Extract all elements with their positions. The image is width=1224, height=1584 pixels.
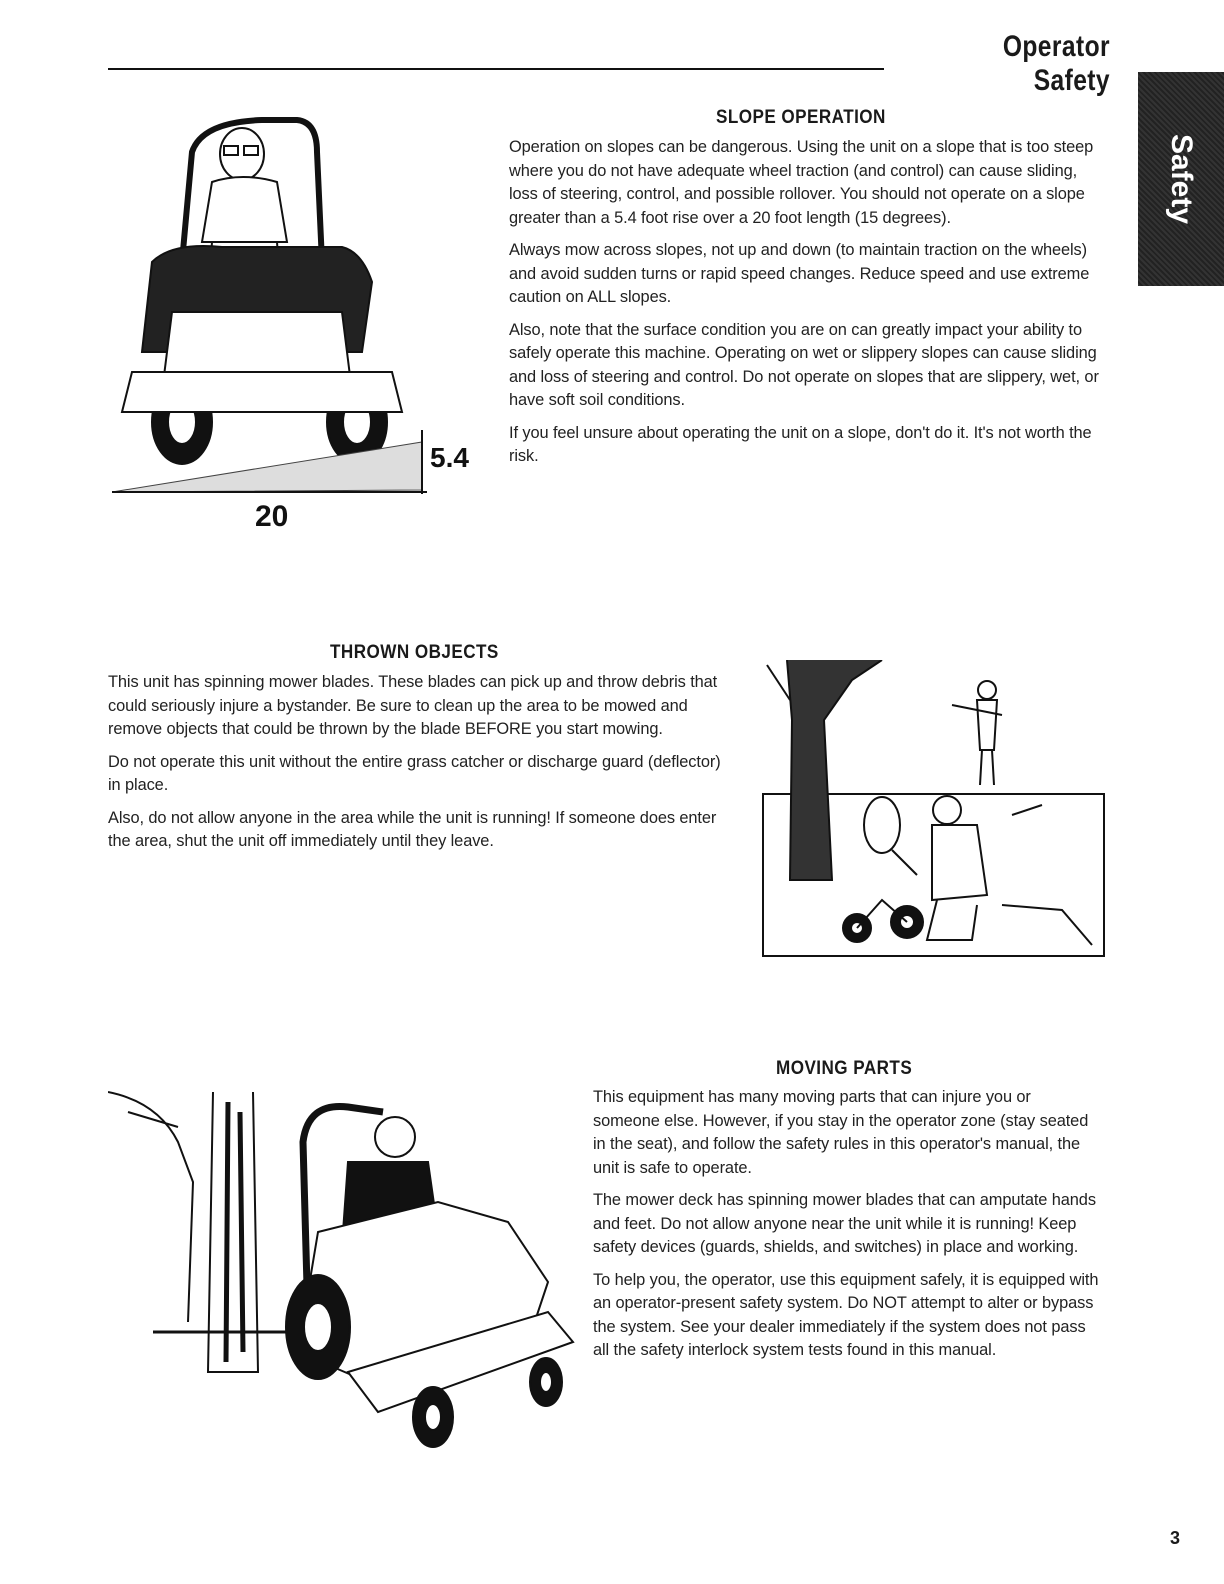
slope-operation-paragraph: Also, note that the surface condition you are on can greatly impact your ability to safely operate this machine. Operating on wet or slippery slopes can cause sliding and loss of steering and control. Do not operate on slopes that are slippery, wet, or have soft soil conditions. (509, 320, 1099, 409)
page-number: 3 (1169, 1528, 1180, 1548)
slope-operation-heading: SLOPE OPERATION (716, 107, 886, 128)
header-rule (108, 68, 884, 70)
side-tab-label: Safety (1165, 133, 1198, 225)
mower-on-slope-drawing (112, 112, 492, 542)
moving-parts-illustration (108, 1082, 578, 1462)
slope-operation-text (509, 136, 1109, 478)
moving-parts-paragraph: To help you, the operator, use this equipment safely, it is equipped with an operator-present safety system. Do NOT attempt to alter or bypass the system. See your dealer immediately if the system does not pass all the safety interlock system tests found in this manual. (593, 1270, 1099, 1359)
section-side-tab (1138, 72, 1224, 286)
thrown-objects-paragraph: Also, do not allow anyone in the area while the unit is running! If someone does enter the area, shut the unit off immediately until they leave. (108, 808, 717, 850)
slope-operation-illustration (112, 112, 492, 542)
moving-parts-heading: MOVING PARTS (776, 1058, 913, 1079)
bystanders-in-yard-drawing (762, 660, 1106, 958)
moving-parts-text (593, 1086, 1101, 1372)
slope-operation-paragraph: Operation on slopes can be dangerous. Using the unit on a slope that is too steep where you do not have adequate wheel traction (and control) can cause sliding, loss of steering, control, and possible rollover. You should not operate on a slope greater than a 5.4 foot rise over a 20 foot length (15 degrees). (509, 138, 1094, 227)
slope-length-label: 20 (255, 500, 289, 533)
moving-parts-paragraph: This equipment has many moving parts that can injure you or someone else. However, if you stay in the operator zone (stay seated in the seat), and follow the safety rules in this operator's manual, the unit is safe to operate. (593, 1088, 1089, 1177)
moving-parts-paragraph: The mower deck has spinning mower blades that can amputate hands and feet. Do not allow anyone near the unit while it is running! Keep safety devices (guards, shields, and switches) in place and working. (593, 1191, 1096, 1256)
slope-operation-paragraph: If you feel unsure about operating the unit on a slope, don't do it. It's not worth the risk. (509, 423, 1092, 465)
slope-rise-label: 5.4 (430, 442, 469, 473)
thrown-objects-illustration (762, 660, 1106, 958)
slope-operation-paragraph: Always mow across slopes, not up and down (to maintain traction on the wheels) and avoid sudden turns or rapid speed changes. Reduce speed and use extreme caution on ALL slopes. (509, 241, 1090, 306)
thrown-objects-heading: THROWN OBJECTS (330, 642, 499, 663)
mower-near-tree-drawing (108, 1082, 578, 1462)
page-header-title: Operator Safety (1002, 30, 1110, 97)
thrown-objects-paragraph: This unit has spinning mower blades. These blades can pick up and throw debris that could seriously injure a bystander. Be sure to clean up the area to be mowed and remove objects that could be thrown by the blade BEFORE you start mowing. (108, 673, 718, 738)
thrown-objects-text (108, 671, 728, 863)
thrown-objects-paragraph: Do not operate this unit without the entire grass catcher or discharge guard (deflector) in place. (108, 752, 721, 794)
